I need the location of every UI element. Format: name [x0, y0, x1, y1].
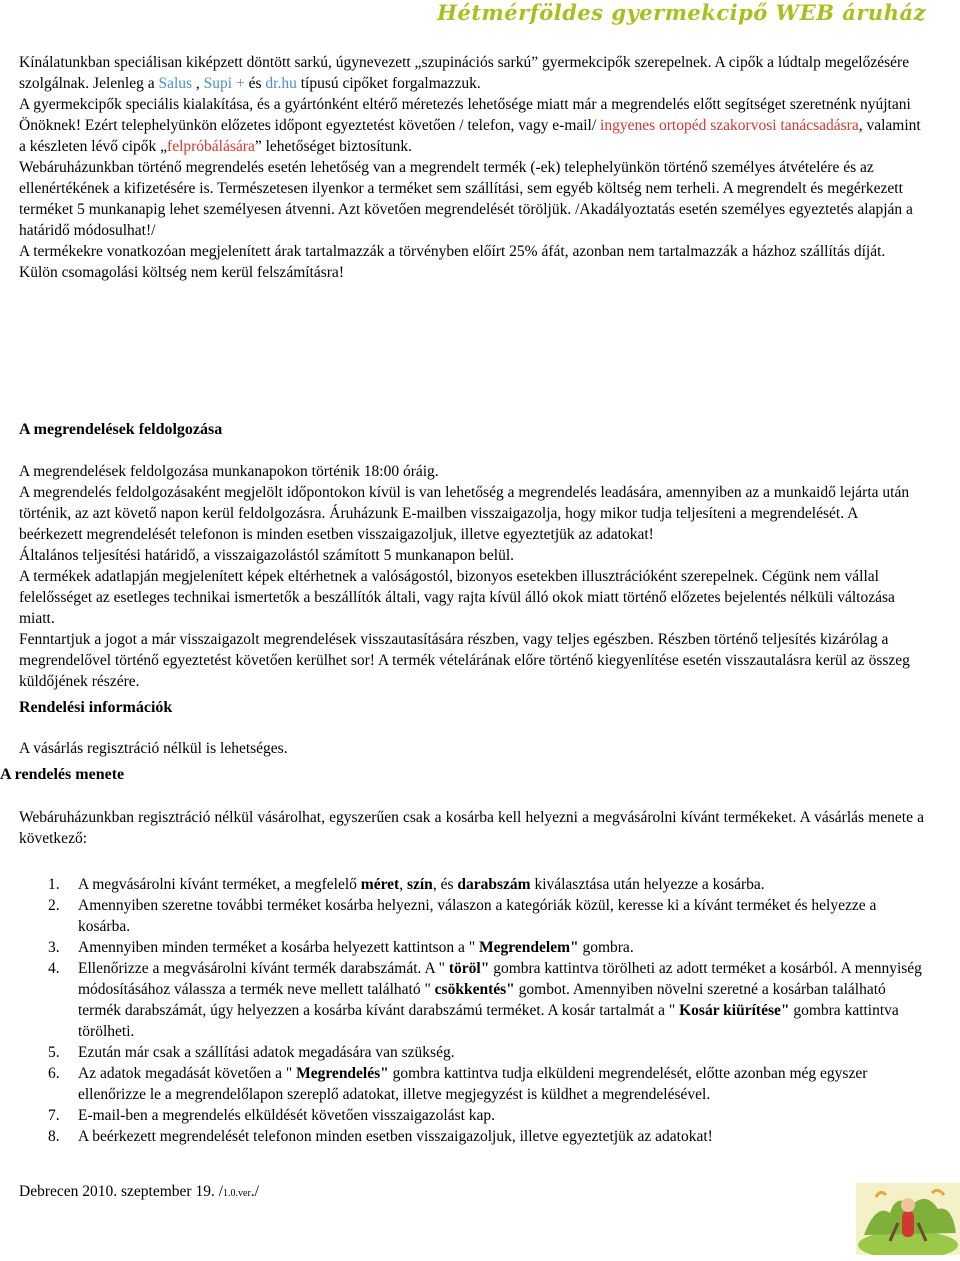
- intro-paragraph-1: Kínálatunkban speciálisan kiképzett döntött sarkú, úgynevezett „szupinációs sarkú” gyermekcipők szerepelnek. A cipők a lúdtalp megelőzésére szolgálnak. Jelenleg a Salus , Supi + és dr.hu típusú cipőket forgalmazzuk.: [19, 54, 910, 92]
- order-process-title: A rendelés menete: [0, 766, 125, 783]
- processing-paragraph-5: Fenntartjuk a jogot a már visszaigazolt megrendelések visszautasítására részben, vagy teljes egészben. Részben történő teljesítés kizárólag a megrendelővel történő egyeztetést követően kerülhet sor! A termék vételárának előre történő kiegyenlítése esetén visszautalásra kerül az összeg küldőjének részére.: [19, 631, 910, 690]
- footer-date: Debrecen 2010. szeptember 19. /1.0.ver./: [19, 1183, 259, 1200]
- processing-section: [19, 461, 924, 692]
- shop-logo-image: [856, 1183, 960, 1255]
- order-step-6: 6. Az adatok megadását követően a " Megrendelés" gombra kattintva tudja elküldeni megrendelését, előtte azonban még egyszer ellenőrizze le a megrendelőlapon szereplő adatokat, illetve megjegyzést is küldhet a megrendelésével.: [48, 1065, 868, 1103]
- processing-title: A megrendelések feldolgozása: [19, 421, 223, 438]
- order-step-8: 8. A beérkezett megrendelését telefonon minden esetben visszaigazoljuk, illetve egyeztetjük az adatokat!: [48, 1128, 713, 1145]
- order-step-2: 2. Amennyiben szeretne további terméket kosárba helyezni, válaszon a kategóriák közül, keresse ki a kívánt terméket és helyezze a kosárba.: [48, 897, 877, 935]
- link-supi[interactable]: Supi +: [203, 75, 245, 92]
- processing-paragraph-3: Általános teljesítési határidő, a visszaigazolástól számított 5 munkanapon belül.: [19, 547, 515, 564]
- order-step-1: 1. A megvásárolni kívánt terméket, a megfelelő méret, szín, és darabszám kiválasztása után helyezze a kosárba.: [48, 876, 765, 893]
- intro-paragraph-2: A gyermekcipők speciális kialakítása, és a gyártónként eltérő méretezés lehetősége miatt már a megrendelés előtt segítséget szeretnénk nyújtani Önöknek! Ezért telephelyünkön előzetes időpont egyeztetést követően / telefon, vagy e-mail/ ingyenes ortopéd szakorvosi tanácsadásra, valamint a készleten lévő cipők „felpróbálására” lehetőséget biztosítunk.: [19, 96, 921, 155]
- intro-paragraph-3: Webáruházunkban történő megrendelés esetén lehetőség van a megrendelt termék (-ek) telephelyünkön történő személyes átvételére és az ellenértékének a kifizetésére is. Természetesen ilyenkor a terméket sem szállítási, sem egyéb költség nem terheli. A megrendelt és megérkezett terméket 5 munkanapig lehet személyesen átvenni. Azt követően megrendelését töröljük. /Akadályoztatás esetén személyes egyeztetés alapján a határidő módosulhat!/: [19, 159, 913, 239]
- order-steps: [19, 874, 924, 1147]
- intro-paragraph-4: A termékekre vonatkozóan megjelenített árak tartalmazzák a törvényben előírt 25% áfát, azonban nem tartalmazzák a házhoz szállítás díját. Külön csomagolási költség nem kerül felszámításra!: [19, 243, 886, 281]
- processing-paragraph-2: A megrendelés feldolgozásaként megjelölt időpontokon kívül is van lehetőség a megrendelés leadására, amennyiben az a munkaidő lejárta után történik, az azt követő napon kerül feldolgozásra. Áruházunk E-mailben visszaigazolja, hogy mikor tudja teljesíteni a megrendelését. A beérkezett megrendelését telefonon is minden esetben visszaigazoljuk, illetve egyeztetjük az adatokat!: [19, 484, 910, 543]
- processing-paragraph-1: A megrendelések feldolgozása munkanapokon történik 18:00 óráig.: [19, 463, 439, 480]
- ordering-info-text: A vásárlás regisztráció nélkül is lehetséges.: [19, 740, 288, 757]
- shop-logo: [856, 1183, 960, 1255]
- order-step-3: 3. Amennyiben minden terméket a kosárba helyezett kattintson a " Megrendelem" gombra.: [48, 939, 634, 956]
- link-consultation[interactable]: ingyenes ortopéd szakorvosi tanácsadásra: [600, 117, 859, 134]
- order-step-4: 4. Ellenőrizze a megvásárolni kívánt termék darabszámát. A " töröl" gombra kattintva törölheti az adott terméket a kosárból. A mennyiség módosításához válassza a termék neve mellett található " csökkentés" gombot. Amennyiben növelni szeretné a kosárban található termék darabszámát, úgy helyezzen a kosárba kívánt darabszámú terméket. A kosár tartalmát a " Kosár kiürítése" gombra kattintva törölheti.: [48, 960, 922, 1040]
- link-try-on[interactable]: felpróbálására: [167, 138, 255, 155]
- ordering-info-section: [19, 697, 924, 718]
- brand-title: Hétmérföldes gyermekcipő WEB áruház: [437, 0, 926, 25]
- order-process-intro: Webáruházunkban regisztráció nélkül vásárolhat, egyszerűen csak a kosárba kell helyezni a megvásárolni kívánt termékeket. A vásárlás menete a következő:: [19, 809, 924, 847]
- processing-paragraph-4: A termékek adatlapján megjelenített képek eltérhetnek a valóságostól, bizonyos esetekben illusztrációként szerepelnek. Cégünk nem vállal felelősséget az esetleges technikai ismertetők a beszállítók általi, vagy rajta kívül álló okok miatt történő előzetes bejelentés nélküli változása miatt.: [19, 568, 895, 627]
- ordering-info-title: Rendelési információk: [19, 699, 173, 716]
- intro-section: [19, 52, 924, 283]
- order-step-5: 5. Ezután már csak a szállítási adatok megadására van szükség.: [48, 1044, 455, 1061]
- order-step-7: 7. E-mail-ben a megrendelés elküldését követően visszaigazolást kap.: [48, 1107, 496, 1124]
- link-salus[interactable]: Salus: [158, 75, 193, 92]
- link-drhu[interactable]: dr.hu: [265, 75, 297, 92]
